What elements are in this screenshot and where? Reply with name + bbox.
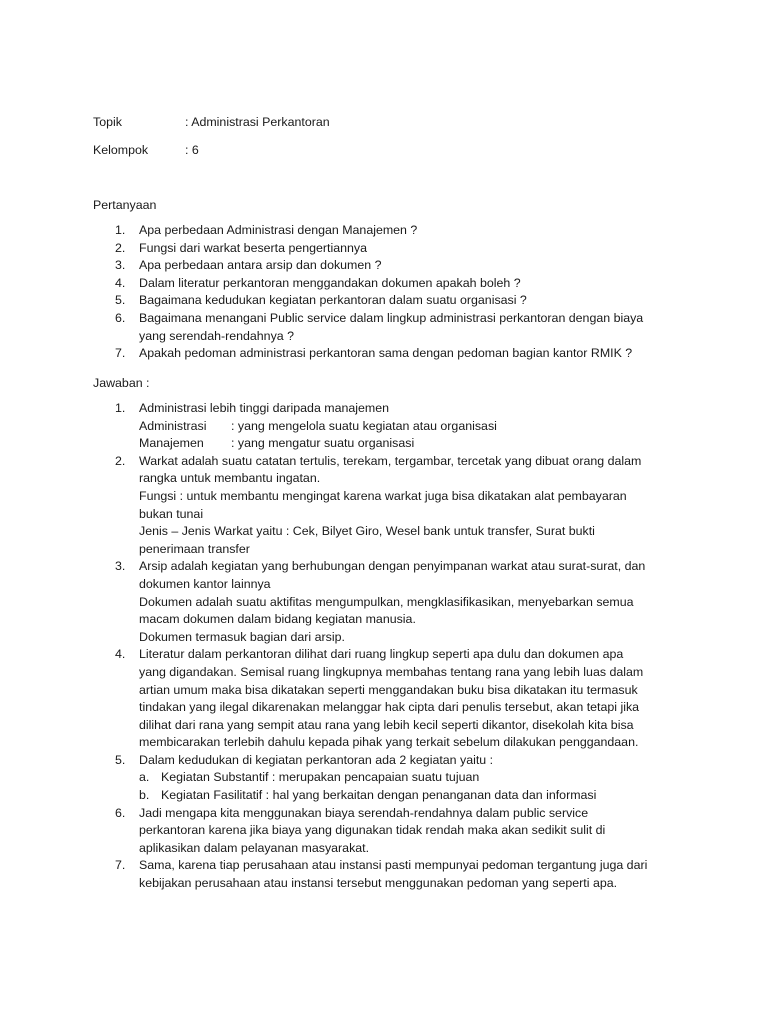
question-number: 4.: [115, 275, 126, 290]
question-text: Dalam literatur perkantoran menggandakan dokumen apakah boleh ?: [139, 275, 521, 290]
answer-text: Dokumen termasuk bagian dari arsip.: [139, 629, 345, 644]
question-text: Apa perbedaan Administrasi dengan Manajemen ?: [139, 223, 418, 237]
group-label: Kelompok: [93, 143, 149, 157]
definition-row: [139, 435, 693, 453]
answer-text: Fungsi : untuk membantu mengingat karena warkat juga bisa dikatakan alat pembayaran: [139, 488, 627, 503]
group-row: [93, 141, 199, 159]
answer-text: Arsip adalah kegiatan yang berhubungan dengan penyimpanan warkat atau surat-surat, dan: [139, 559, 646, 574]
sub-item: [139, 787, 693, 805]
topic-row: [93, 113, 330, 131]
question-item: [93, 345, 693, 363]
answer-text: Warkat adalah suatu catatan tertulis, terekam, tergambar, tercetak yang dibuat orang dalam: [139, 453, 642, 468]
answer-text: Administrasi lebih tinggi daripada manajemen: [139, 401, 390, 415]
sub-item-text: Kegiatan Fasilitatif : hal yang berkaitan dengan penanganan data dan informasi: [161, 788, 597, 803]
answer-text: bukan tunai: [139, 506, 204, 521]
answer-text: rangka untuk membantu ingatan.: [139, 471, 321, 486]
answer-item: [93, 646, 693, 752]
sub-item-letter: a.: [139, 770, 150, 785]
definition-text: : yang mengatur suatu organisasi: [231, 436, 415, 451]
answer-item: [93, 752, 693, 805]
answer-text: perkantoran karena jika biaya yang digunakan tidak rendah maka akan sedikit sulit di: [139, 823, 606, 838]
answer-text: yang digandakan. Semisal ruang lingkupnya membahas tentang rana yang lebih luas dalam: [139, 664, 644, 679]
answer-number: 1.: [115, 401, 126, 415]
answer-text: Jadi mengapa kita menggunakan biaya serendah-rendahnya dalam public service: [139, 805, 589, 820]
question-number: 1.: [115, 223, 126, 237]
question-number: 5.: [115, 293, 126, 308]
answer-text: penerimaan transfer: [139, 541, 250, 556]
question-text: Bagaimana menangani Public service dalam lingkup administrasi perkantoran dengan biaya: [139, 310, 644, 325]
answer-text: macam dokumen dalam bidang kegiatan manusia.: [139, 612, 416, 627]
definition-row: [139, 418, 693, 436]
answer-text: kebijakan perusahaan atau instansi tersebut menggunakan pedoman yang seperti apa.: [139, 876, 618, 891]
answer-text: Literatur dalam perkantoran dilihat dari ruang lingkup seperti apa dulu dan dokumen apa: [139, 647, 624, 662]
question-text: Apa perbedaan antara arsip dan dokumen ?: [139, 258, 382, 273]
definition-term: Manajemen: [139, 436, 204, 451]
answer-number: 6.: [115, 805, 126, 820]
answer-text: membicarakan terlebih dahulu kepada pihak yang terkait sebelum dilakukan penggandaan.: [139, 735, 639, 750]
question-text: Fungsi dari warkat beserta pengertiannya: [139, 240, 367, 255]
group-value: : 6: [185, 143, 199, 157]
answers-heading: Jawaban :: [93, 376, 150, 390]
question-item: [93, 310, 693, 345]
answer-item: [93, 805, 693, 858]
question-number: 6.: [115, 310, 126, 325]
answer-item: [93, 558, 693, 646]
topic-value: : Administrasi Perkantoran: [185, 115, 330, 129]
definition-text: : yang mengelola suatu kegiatan atau organisasi: [231, 418, 497, 433]
answer-text: Dalam kedudukan di kegiatan perkantoran ada 2 kegiatan yaitu :: [139, 752, 494, 767]
question-number: 3.: [115, 258, 126, 273]
question-text: Apakah pedoman administrasi perkantoran sama dengan pedoman bagian kantor RMIK ?: [139, 346, 633, 361]
question-item: [93, 257, 693, 275]
topic-label: Topik: [93, 115, 122, 129]
answer-text: Dokumen adalah suatu aktifitas mengumpulkan, mengklasifikasikan, menyebarkan semua: [139, 594, 634, 609]
sub-item-text: Kegiatan Substantif : merupakan pencapaian suatu tujuan: [161, 770, 480, 785]
questions-heading: Pertanyaan: [93, 198, 157, 212]
question-item: [93, 292, 693, 310]
definition-term: Administrasi: [139, 418, 207, 433]
question-number: 2.: [115, 240, 126, 255]
question-number: 7.: [115, 346, 126, 361]
questions-list: [93, 222, 693, 363]
question-item: [93, 275, 693, 293]
sub-item-letter: b.: [139, 788, 150, 803]
answer-number: 2.: [115, 453, 126, 468]
answer-item: [93, 453, 693, 559]
answer-item: [93, 857, 693, 892]
question-text: yang serendah-rendahnya ?: [139, 328, 294, 343]
answer-text: artian umum maka bisa dikatakan seperti menggandakan buku bisa dikatakan itu termasuk: [139, 682, 638, 697]
answer-text: Sama, karena tiap perusahaan atau instansi pasti mempunyai pedoman tergantung juga dari: [139, 858, 648, 873]
answer-text: aplikasikan dalam pelayanan masyarakat.: [139, 840, 370, 855]
answer-item: [93, 400, 693, 453]
answer-text: Jenis – Jenis Warkat yaitu : Cek, Bilyet Giro, Wesel bank untuk transfer, Surat bukti: [139, 524, 595, 539]
answer-number: 7.: [115, 858, 126, 873]
answer-text: dilihat dari rana yang sempit atau rana yang lebih kecil seperti dikantor, disekolah kita bisa: [139, 717, 634, 732]
sub-item: [139, 769, 693, 787]
answer-text: dokumen kantor lainnya: [139, 576, 271, 591]
question-item: [93, 240, 693, 258]
question-item: [93, 222, 693, 240]
question-text: Bagaimana kedudukan kegiatan perkantoran dalam suatu organisasi ?: [139, 293, 527, 308]
answers-list: [93, 400, 693, 893]
answer-text: tindakan yang ilegal dikarenakan melanggar hak cipta dari penulis tersebut, akan tetapi jika: [139, 700, 640, 715]
answer-number: 3.: [115, 559, 126, 574]
answer-number: 4.: [115, 647, 126, 662]
answer-number: 5.: [115, 752, 126, 767]
